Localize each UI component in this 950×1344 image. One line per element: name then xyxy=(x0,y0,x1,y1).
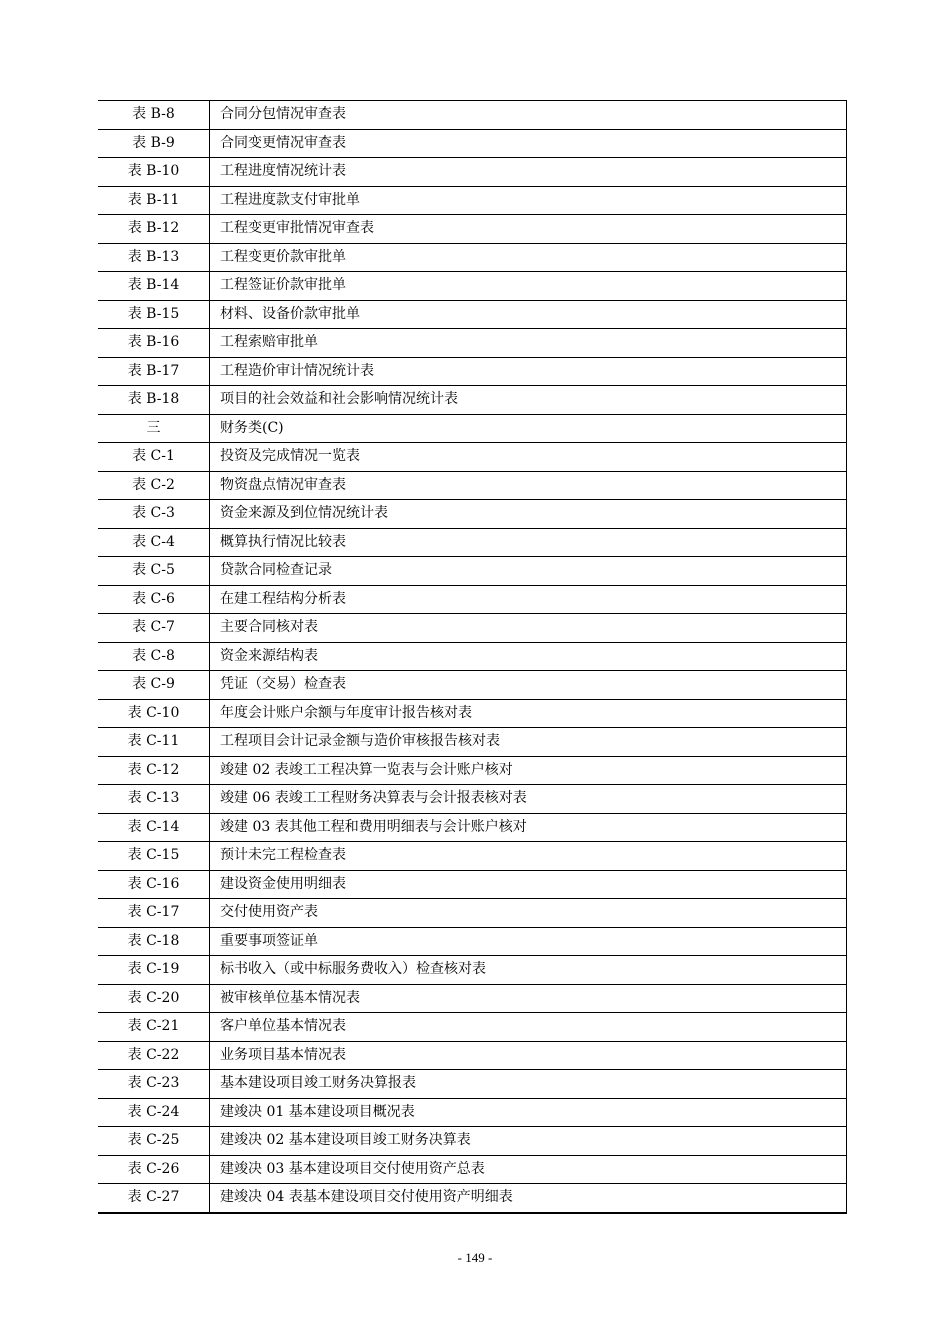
table-row xyxy=(98,101,847,130)
form-code-cell: 表 C-13 xyxy=(98,785,210,814)
table-row xyxy=(98,386,847,415)
form-code-cell: 表 C-1 xyxy=(98,443,210,472)
form-code-cell: 表 C-27 xyxy=(98,1184,210,1213)
form-name-cell: 在建工程结构分析表 xyxy=(210,585,847,614)
form-name-cell: 标书收入（或中标服务费收入）检查核对表 xyxy=(210,956,847,985)
form-name-cell: 业务项目基本情况表 xyxy=(210,1041,847,1070)
form-name-cell: 交付使用资产表 xyxy=(210,899,847,928)
form-name-cell: 资金来源及到位情况统计表 xyxy=(210,500,847,529)
form-name-cell: 资金来源结构表 xyxy=(210,642,847,671)
table-row xyxy=(98,927,847,956)
table-row xyxy=(98,614,847,643)
form-name-cell: 凭证（交易）检查表 xyxy=(210,671,847,700)
form-name-cell: 工程签证价款审批单 xyxy=(210,272,847,301)
form-name-cell: 合同变更情况审查表 xyxy=(210,129,847,158)
form-code-cell: 表 C-26 xyxy=(98,1155,210,1184)
form-code-cell: 表 C-19 xyxy=(98,956,210,985)
form-code-cell: 表 B-10 xyxy=(98,158,210,187)
form-code-cell: 表 C-12 xyxy=(98,756,210,785)
table-row xyxy=(98,300,847,329)
table-row xyxy=(98,728,847,757)
table-row xyxy=(98,215,847,244)
table-row xyxy=(98,158,847,187)
form-code-cell: 表 B-15 xyxy=(98,300,210,329)
form-code-cell: 表 C-7 xyxy=(98,614,210,643)
table-row xyxy=(98,1041,847,1070)
table-row xyxy=(98,870,847,899)
form-code-cell: 表 C-15 xyxy=(98,842,210,871)
form-code-cell: 表 C-14 xyxy=(98,813,210,842)
table-row xyxy=(98,414,847,443)
table-row xyxy=(98,899,847,928)
table-row xyxy=(98,357,847,386)
page-number: - 149 - xyxy=(457,1250,493,1265)
form-name-cell: 竣建 06 表竣工工程财务决算表与会计报表核对表 xyxy=(210,785,847,814)
form-name-cell: 主要合同核对表 xyxy=(210,614,847,643)
form-code-cell: 表 C-8 xyxy=(98,642,210,671)
table-row xyxy=(98,243,847,272)
form-name-cell: 预计未完工程检查表 xyxy=(210,842,847,871)
table-row xyxy=(98,528,847,557)
table-row xyxy=(98,1070,847,1099)
form-code-cell: 表 C-18 xyxy=(98,927,210,956)
table-row xyxy=(98,329,847,358)
table-row xyxy=(98,642,847,671)
form-code-cell: 表 C-22 xyxy=(98,1041,210,1070)
form-name-cell: 基本建设项目竣工财务决算报表 xyxy=(210,1070,847,1099)
form-name-cell: 工程进度款支付审批单 xyxy=(210,186,847,215)
form-name-cell: 物资盘点情况审查表 xyxy=(210,471,847,500)
form-code-cell: 表 C-20 xyxy=(98,984,210,1013)
form-name-cell: 工程项目会计记录金额与造价审核报告核对表 xyxy=(210,728,847,757)
table-row xyxy=(98,842,847,871)
form-name-cell: 财务类(C) xyxy=(210,414,847,443)
form-name-cell: 建设资金使用明细表 xyxy=(210,870,847,899)
form-code-cell: 表 B-12 xyxy=(98,215,210,244)
form-code-cell: 表 C-6 xyxy=(98,585,210,614)
form-code-cell: 表 B-8 xyxy=(98,101,210,130)
table-row xyxy=(98,756,847,785)
form-code-cell: 表 B-13 xyxy=(98,243,210,272)
table-row xyxy=(98,500,847,529)
form-name-cell: 合同分包情况审查表 xyxy=(210,101,847,130)
form-name-cell: 贷款合同检查记录 xyxy=(210,557,847,586)
form-code-cell: 表 C-24 xyxy=(98,1098,210,1127)
table-row xyxy=(98,813,847,842)
form-name-cell: 年度会计账户余额与年度审计报告核对表 xyxy=(210,699,847,728)
form-name-cell: 建竣决 03 基本建设项目交付使用资产总表 xyxy=(210,1155,847,1184)
form-code-cell: 表 C-17 xyxy=(98,899,210,928)
form-name-cell: 项目的社会效益和社会影响情况统计表 xyxy=(210,386,847,415)
table-row xyxy=(98,984,847,1013)
form-code-cell: 表 C-21 xyxy=(98,1013,210,1042)
table-row xyxy=(98,471,847,500)
form-name-cell: 竣建 03 表其他工程和费用明细表与会计账户核对 xyxy=(210,813,847,842)
table-row xyxy=(98,1184,847,1213)
form-code-cell: 三 xyxy=(98,414,210,443)
form-name-cell: 被审核单位基本情况表 xyxy=(210,984,847,1013)
form-name-cell: 建竣决 01 基本建设项目概况表 xyxy=(210,1098,847,1127)
form-name-cell: 概算执行情况比较表 xyxy=(210,528,847,557)
table-row xyxy=(98,1013,847,1042)
table-row xyxy=(98,785,847,814)
form-code-cell: 表 C-4 xyxy=(98,528,210,557)
table-row xyxy=(98,956,847,985)
table-row xyxy=(98,699,847,728)
form-name-cell: 竣建 02 表竣工工程决算一览表与会计账户核对 xyxy=(210,756,847,785)
form-name-cell: 重要事项签证单 xyxy=(210,927,847,956)
form-code-cell: 表 C-3 xyxy=(98,500,210,529)
table-row xyxy=(98,1098,847,1127)
form-code-cell: 表 B-17 xyxy=(98,357,210,386)
form-name-cell: 工程造价审计情况统计表 xyxy=(210,357,847,386)
table-row xyxy=(98,671,847,700)
form-name-cell: 工程变更价款审批单 xyxy=(210,243,847,272)
form-name-cell: 客户单位基本情况表 xyxy=(210,1013,847,1042)
form-code-cell: 表 B-14 xyxy=(98,272,210,301)
form-name-cell: 材料、设备价款审批单 xyxy=(210,300,847,329)
table-body xyxy=(98,101,847,1213)
table-row xyxy=(98,1155,847,1184)
form-name-cell: 建竣决 02 基本建设项目竣工财务决算表 xyxy=(210,1127,847,1156)
form-code-cell: 表 C-16 xyxy=(98,870,210,899)
form-name-cell: 工程进度情况统计表 xyxy=(210,158,847,187)
table-row xyxy=(98,557,847,586)
form-code-cell: 表 C-5 xyxy=(98,557,210,586)
form-code-cell: 表 C-11 xyxy=(98,728,210,757)
form-code-cell: 表 B-18 xyxy=(98,386,210,415)
form-code-cell: 表 C-25 xyxy=(98,1127,210,1156)
form-code-cell: 表 B-16 xyxy=(98,329,210,358)
form-code-cell: 表 B-9 xyxy=(98,129,210,158)
form-code-cell: 表 B-11 xyxy=(98,186,210,215)
table-row xyxy=(98,1127,847,1156)
form-name-cell: 工程变更审批情况审查表 xyxy=(210,215,847,244)
form-index-table xyxy=(98,100,847,1214)
table-row xyxy=(98,129,847,158)
table-row xyxy=(98,443,847,472)
form-name-cell: 工程索赔审批单 xyxy=(210,329,847,358)
form-code-cell: 表 C-23 xyxy=(98,1070,210,1099)
table-row xyxy=(98,272,847,301)
form-code-cell: 表 C-2 xyxy=(98,471,210,500)
form-code-cell: 表 C-10 xyxy=(98,699,210,728)
table-row xyxy=(98,585,847,614)
form-name-cell: 投资及完成情况一览表 xyxy=(210,443,847,472)
form-name-cell: 建竣决 04 表基本建设项目交付使用资产明细表 xyxy=(210,1184,847,1213)
form-code-cell: 表 C-9 xyxy=(98,671,210,700)
table-row xyxy=(98,186,847,215)
